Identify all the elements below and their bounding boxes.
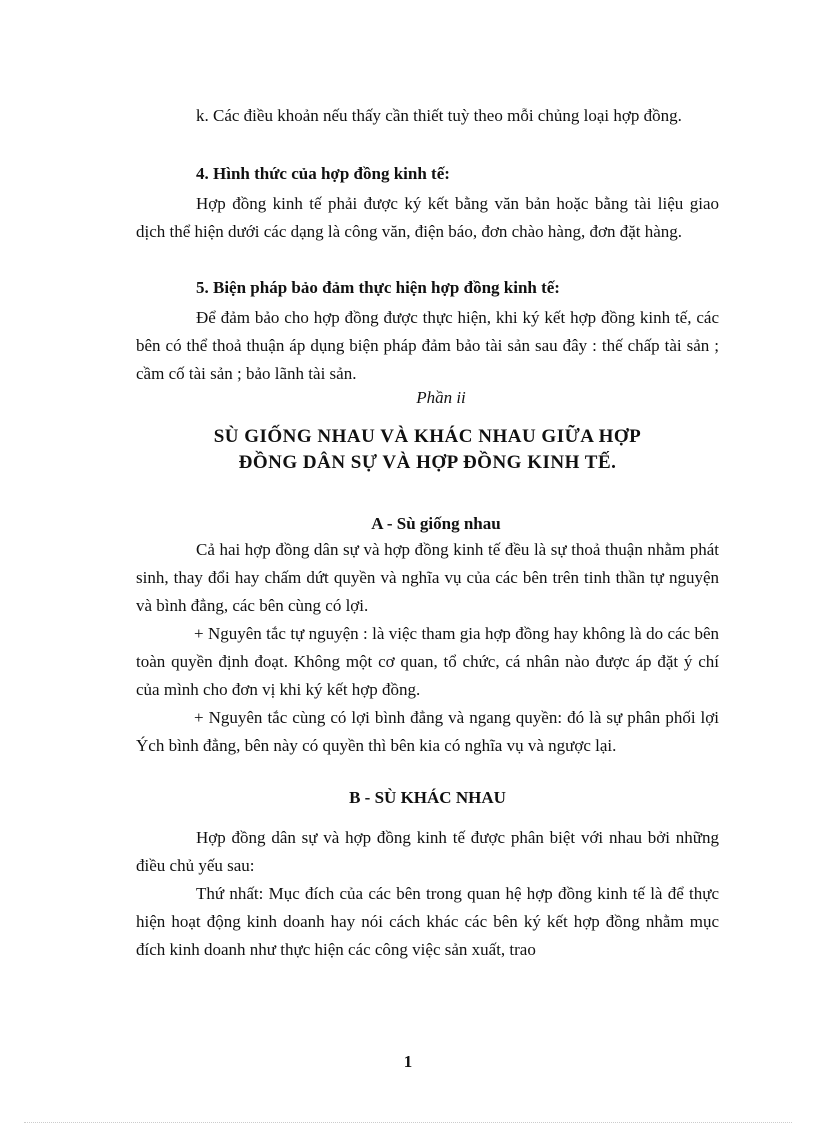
paragraph-guarantee-measures: Để đảm bảo cho hợp đồng được thực hiện, khi ký kết hợp đồng kinh tế, các bên có thể thoả thuận áp dụng biện pháp đảm bảo tài sản sau đây : thế chấp tài sản ; cầm cố tài sản ; bảo lãnh tài sản.: [136, 308, 719, 383]
part-label: Phần ii: [416, 388, 466, 407]
paragraph-first-difference: Thứ nhất: Mục đích của các bên trong quan hệ hợp đồng kinh tế là để thực hiện hoạt động kinh doanh hay nói cách khác các bên ký kết hợp đồng nhằm mục đích kinh doanh như thực hiện các công việc sản xuất, trao: [136, 884, 719, 959]
section-title-line1: SÙ GIỐNG NHAU VÀ KHÁC NHAU GIỮA HỢP: [213, 426, 642, 447]
paragraph-contract-form: Hợp đồng kinh tế phải được ký kết bằng văn bản hoặc bằng tài liệu giao dịch thể hiện dưới các dạng là công văn, điện báo, đơn chào hàng, đơn đặt hàng.: [136, 194, 719, 241]
subheading-similarities: A - Sù giống nhau: [371, 514, 501, 533]
section-title-line2: ĐỒNG DÂN SỰ VÀ HỢP ĐỒNG KINH TẾ.: [238, 452, 617, 473]
subheading-differences: B - SÙ KHÁC NHAU: [349, 788, 506, 807]
paragraph-clause-k: k. Các điều khoản nếu thấy cần thiết tuỳ theo mỗi chủng loại hợp đồng.: [196, 106, 682, 125]
paragraph-similarities: Cả hai hợp đồng dân sự và hợp đồng kinh tế đều là sự thoả thuận nhằm phát sinh, thay đổi hay chấm dứt quyền và nghĩa vụ của các bên trên tinh thần tự nguyện và bình đẳng, các bên cùng có lợi.: [136, 540, 719, 615]
heading-contract-form: 4. Hình thức của hợp đồng kinh tế:: [196, 164, 450, 183]
paragraph-equality-principle: + Nguyên tắc cùng có lợi bình đẳng và ngang quyền: đó là sự phân phối lợi Ých bình đẳng, bên này có quyền thì bên kia có nghĩa vụ và ngược lại.: [136, 708, 719, 755]
paragraph-voluntary-principle: + Nguyên tắc tự nguyện : là việc tham gia hợp đồng hay không là do các bên toàn quyền định đoạt. Không một cơ quan, tổ chức, cá nhân nào được áp đặt ý chí của mình cho đơn vị khi ký kết hợp đồng.: [136, 624, 719, 699]
page-number: 1: [403, 1052, 413, 1071]
paragraph-differences-intro: Hợp đồng dân sự và hợp đồng kinh tế được phân biệt với nhau bởi những điều chủ yếu sau:: [136, 828, 719, 875]
heading-guarantee-measures: 5. Biện pháp bảo đảm thực hiện hợp đồng kinh tế:: [196, 278, 560, 297]
